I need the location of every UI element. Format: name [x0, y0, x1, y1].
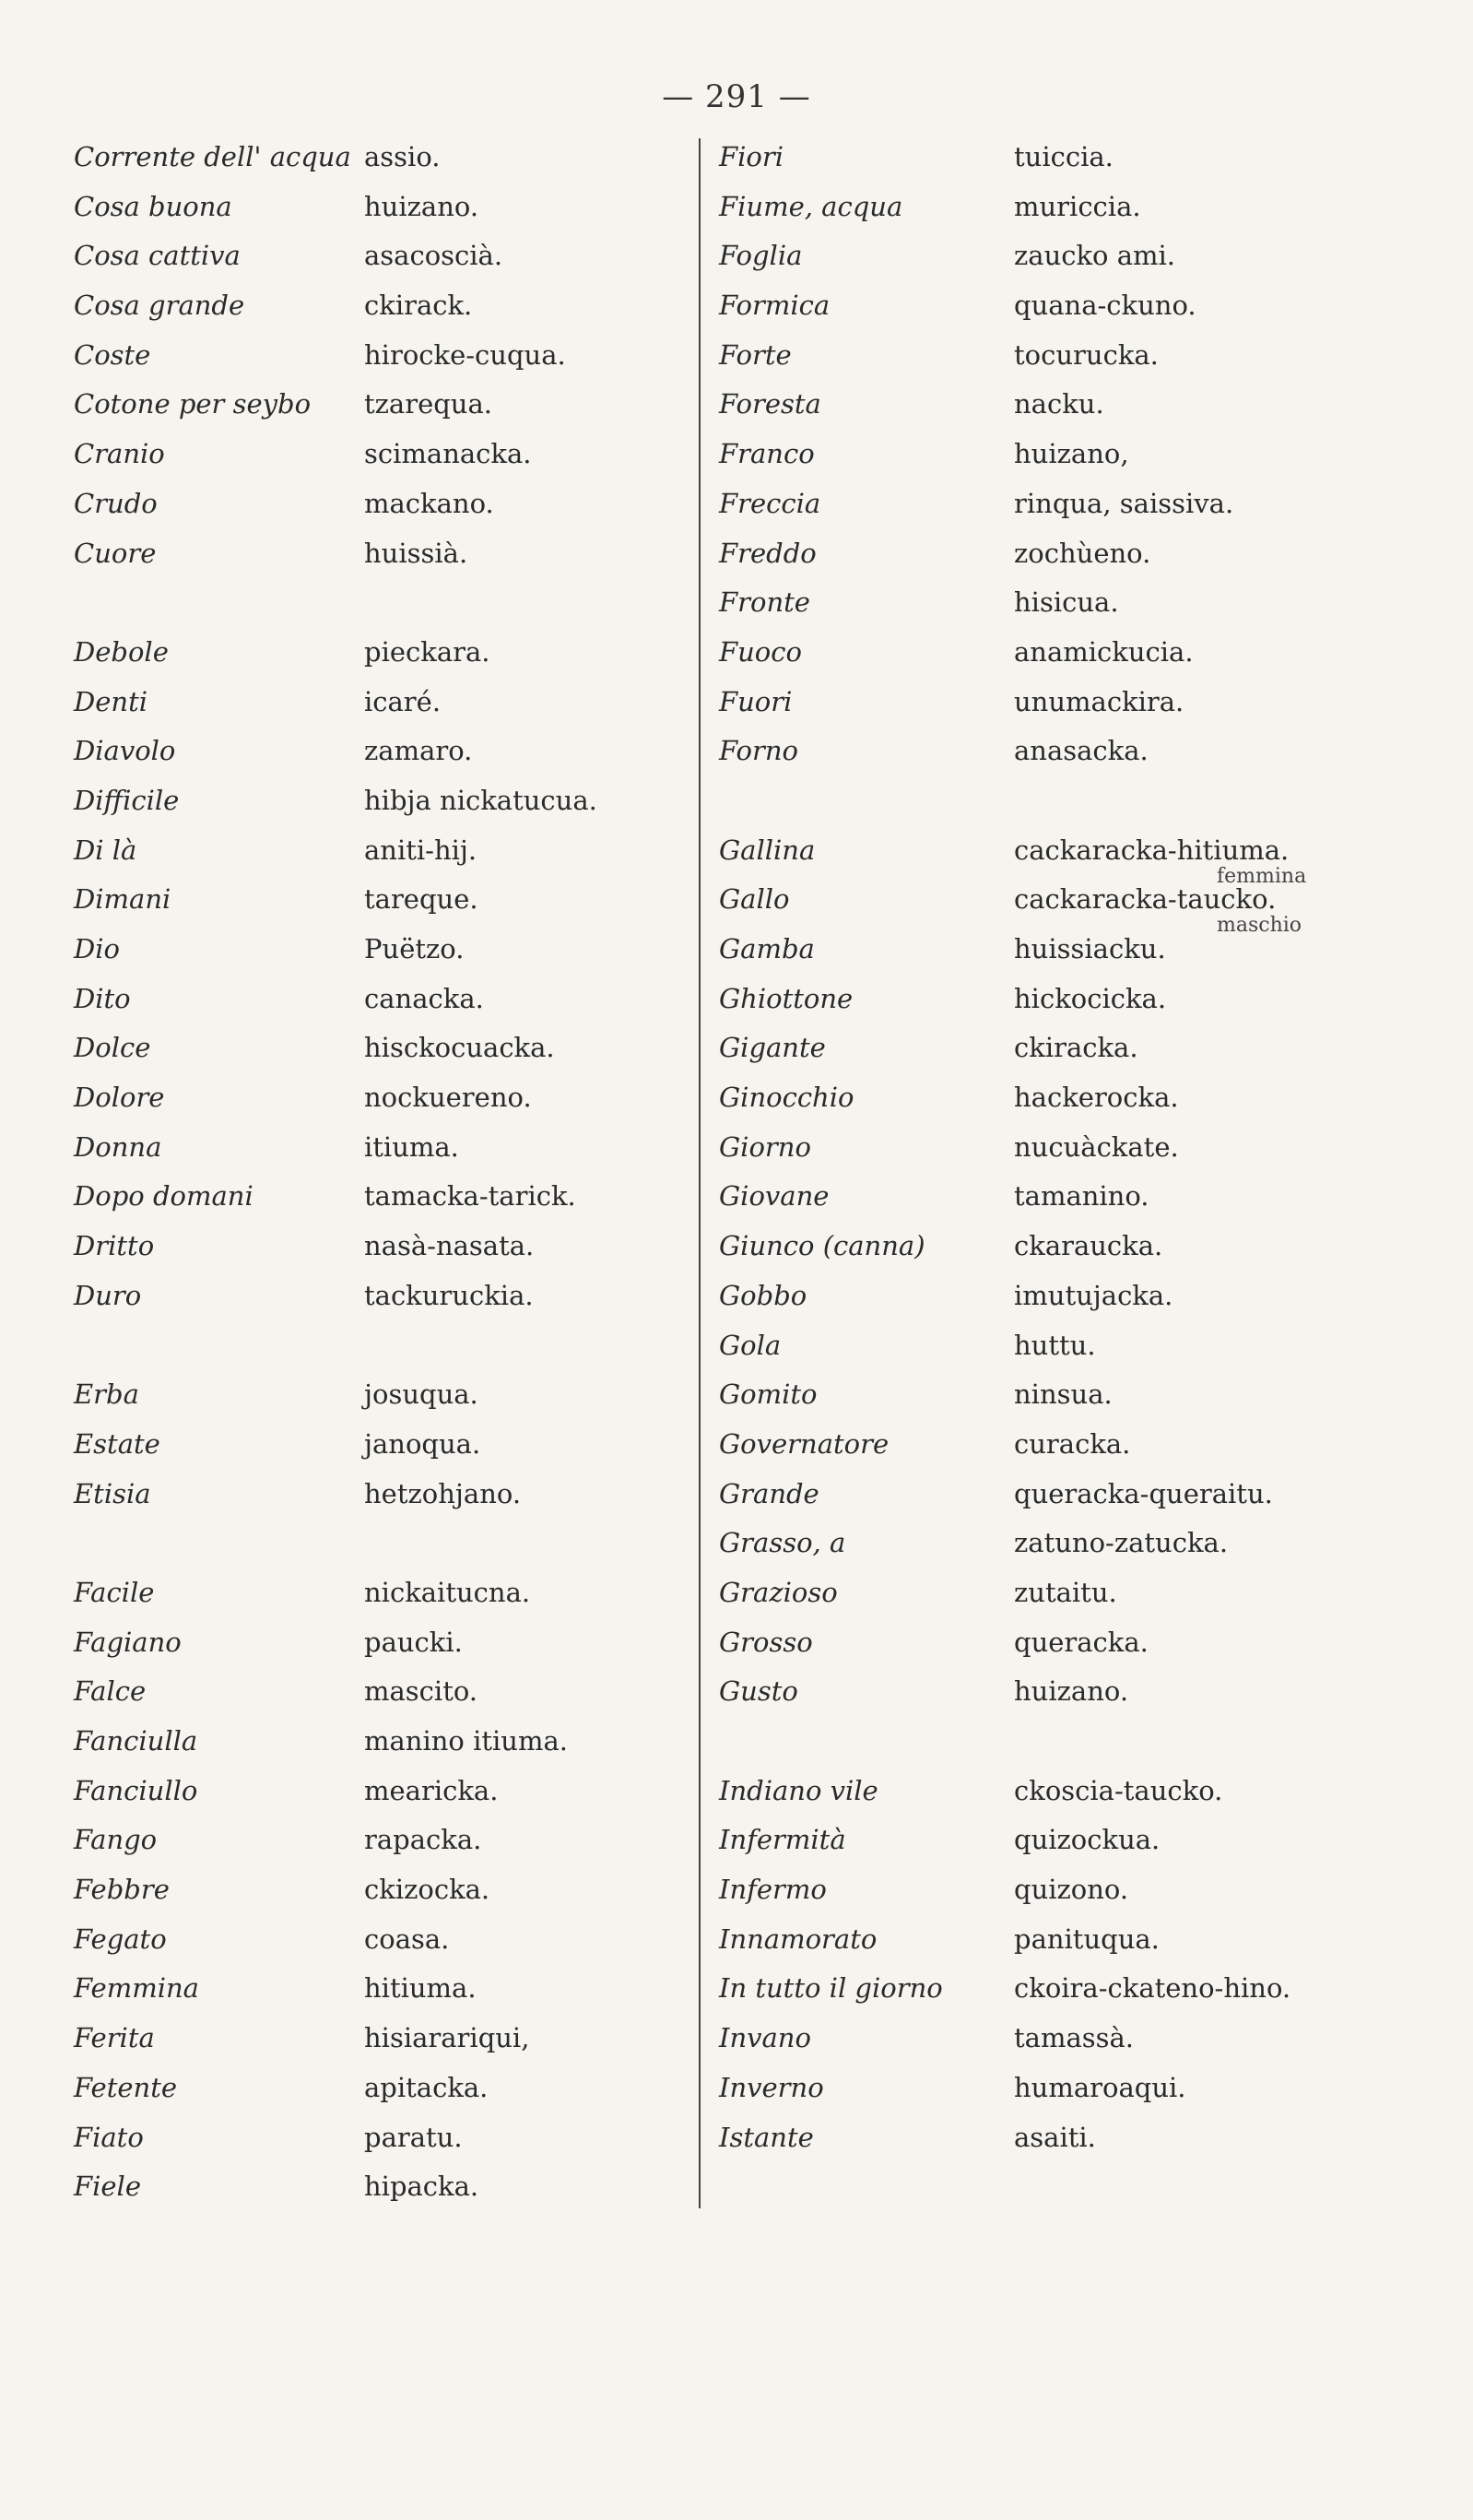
glossary-entry — [74, 287, 664, 337]
section-gap — [74, 584, 664, 633]
translation: quana-ckuno. — [1014, 290, 1196, 322]
translation: ckizocka. — [364, 1874, 490, 1906]
glossary-entry — [701, 1673, 1438, 1722]
translation: hipacka. — [364, 2171, 479, 2203]
glossary-entry — [74, 732, 664, 782]
italian-term: Grande — [719, 1477, 819, 1509]
italian-term: Ginocchio — [719, 1082, 854, 1114]
glossary-entry — [701, 1970, 1438, 2019]
translation: zaucko ami. — [1014, 240, 1176, 272]
translation: huissià. — [364, 537, 468, 569]
glossary-entry — [74, 2019, 664, 2069]
glossary-entry — [701, 1227, 1438, 1277]
glossary-entry — [74, 1970, 664, 2019]
italian-term: Fiori — [719, 141, 784, 172]
translation: tzarequa. — [364, 388, 492, 420]
translation: nasà-nasata. — [364, 1230, 535, 1262]
translation: scimanacka. — [364, 438, 532, 470]
italian-term: Giunco (canna) — [719, 1230, 925, 1262]
italian-term: Freccia — [719, 487, 821, 519]
gender-note: femmina — [1217, 864, 1307, 888]
italian-term: Cotone per seybo — [74, 388, 312, 420]
glossary-entry — [74, 1426, 664, 1475]
glossary-entry — [701, 1624, 1438, 1674]
italian-term: Fiato — [74, 2121, 144, 2153]
italian-term: Infermo — [719, 1874, 827, 1906]
glossary-entry — [701, 1079, 1438, 1129]
italian-term: Gola — [719, 1329, 782, 1361]
glossary-entry — [701, 1426, 1438, 1475]
translation: mascito. — [364, 1675, 478, 1708]
translation: rinqua, saissiva. — [1014, 487, 1234, 519]
italian-term: Denti — [74, 685, 148, 717]
translation: queracka. — [1014, 1626, 1149, 1658]
translation: ckoira-ckateno-hino. — [1014, 1972, 1291, 2005]
translation: ckaraucka. — [1014, 1230, 1163, 1262]
translation: itiuma. — [364, 1130, 459, 1163]
glossary-entry — [701, 1871, 1438, 1921]
glossary-entry — [74, 881, 664, 930]
italian-term: Erba — [74, 1378, 139, 1411]
translation: tamassà. — [1014, 2022, 1135, 2054]
italian-term: Dopo domani — [74, 1180, 253, 1213]
glossary-entry — [74, 683, 664, 733]
italian-term: In tutto il giorno — [719, 1972, 943, 2005]
glossary-entry — [74, 485, 664, 535]
italian-term: Gamba — [719, 933, 815, 964]
italian-term: Governatore — [719, 1427, 890, 1460]
italian-term: Debole — [74, 635, 169, 668]
italian-term: Gusto — [719, 1675, 798, 1708]
translation: hisckocuacka. — [364, 1032, 555, 1064]
italian-term: Cranio — [74, 438, 165, 470]
glossary-entry — [74, 782, 664, 832]
translation: hisiarariqui, — [364, 2022, 530, 2054]
italian-term: Coste — [74, 338, 151, 371]
translation: tocurucka. — [1014, 338, 1159, 371]
glossary-entry — [701, 337, 1438, 386]
translation: mearicka. — [364, 1774, 499, 1806]
translation: canacka. — [364, 982, 484, 1014]
translation: huttu. — [1014, 1329, 1096, 1361]
section-gap — [74, 1524, 664, 1574]
translation: nucuàckate. — [1014, 1130, 1179, 1163]
italian-term: Gallo — [719, 883, 790, 916]
glossary-entry — [701, 2019, 1438, 2069]
section-gap — [701, 1722, 1438, 1772]
italian-term: Dolore — [74, 1082, 165, 1114]
translation: hickocicka. — [1014, 982, 1167, 1014]
italian-term: Di là — [74, 834, 137, 866]
italian-term: Formica — [719, 290, 831, 322]
glossary-entry — [701, 881, 1438, 938]
italian-term: Falce — [74, 1675, 147, 1708]
glossary-entry — [701, 1177, 1438, 1227]
italian-term: Gigante — [719, 1032, 826, 1064]
glossary-entry — [74, 2168, 664, 2218]
page-number: — 291 — — [662, 78, 811, 115]
italian-term: Gomito — [719, 1378, 818, 1411]
glossary-entry — [701, 485, 1438, 535]
translation: tackuruckia. — [364, 1279, 534, 1311]
glossary-entry — [74, 1029, 664, 1079]
translation: unumackira. — [1014, 685, 1184, 717]
glossary-entry — [701, 1821, 1438, 1871]
translation: ninsua. — [1014, 1378, 1113, 1411]
italian-term: Cosa buona — [74, 190, 232, 222]
italian-term: Difficile — [74, 784, 180, 816]
translation: hackerocka. — [1014, 1082, 1179, 1114]
glossary-entry — [701, 930, 1438, 980]
section-gap — [701, 782, 1438, 832]
italian-term: Ghiottone — [719, 982, 854, 1014]
italian-term: Fanciulla — [74, 1725, 198, 1757]
glossary-entry — [701, 1327, 1438, 1377]
translation: hetzohjano. — [364, 1477, 522, 1509]
italian-term: Fango — [74, 1824, 158, 1856]
translation: tareque. — [364, 883, 478, 916]
italian-term: Cosa grande — [74, 290, 245, 322]
glossary-entry — [74, 1227, 664, 1277]
italian-term: Giorno — [719, 1130, 811, 1163]
italian-term: Donna — [74, 1130, 162, 1163]
glossary-entry — [701, 1277, 1438, 1327]
translation: hibja nickatucua. — [364, 784, 597, 816]
translation: huizano. — [1014, 1675, 1129, 1708]
translation: queracka-queraitu. — [1014, 1477, 1273, 1509]
translation: huissiacku. — [1014, 933, 1166, 964]
glossary-entry — [701, 435, 1438, 485]
italian-term: Gobbo — [719, 1279, 807, 1311]
italian-term: Fetente — [74, 2071, 178, 2103]
glossary-entry — [701, 287, 1438, 337]
italian-term: Innamorato — [719, 1923, 878, 1955]
glossary-entry — [74, 1772, 664, 1822]
translation: ckirack. — [364, 290, 473, 322]
italian-term: Fuori — [719, 685, 793, 717]
translation: nacku. — [1014, 388, 1104, 420]
italian-term: Estate — [74, 1427, 160, 1460]
italian-term: Etisia — [74, 1477, 151, 1509]
glossary-entry — [74, 385, 664, 435]
translation: coasa. — [364, 1923, 450, 1955]
italian-term: Freddo — [719, 537, 817, 569]
italian-term: Fanciullo — [74, 1774, 198, 1806]
translation: asaiti. — [1014, 2121, 1096, 2153]
translation: cackaracka-hitiuma. — [1014, 834, 1290, 866]
glossary-entry — [701, 237, 1438, 287]
gender-note: maschio — [1217, 914, 1302, 938]
glossary-entry — [74, 1376, 664, 1426]
italian-term: Gallina — [719, 834, 816, 866]
glossary-entry — [74, 1129, 664, 1178]
glossary-entry — [701, 1475, 1438, 1525]
italian-term: Foresta — [719, 388, 821, 420]
glossary-entry — [74, 337, 664, 386]
translation: pieckara. — [364, 635, 490, 668]
glossary-entry — [74, 633, 664, 683]
section-gap — [74, 1327, 664, 1377]
translation: curacka. — [1014, 1427, 1131, 1460]
italian-term: Fiele — [74, 2171, 141, 2203]
italian-term: Invano — [719, 2022, 811, 2054]
translation: paucki. — [364, 1626, 463, 1658]
glossary-entry — [701, 2119, 1438, 2169]
italian-term: Dito — [74, 982, 131, 1014]
glossary-entry — [74, 1475, 664, 1525]
glossary-entry — [701, 2069, 1438, 2119]
glossary-entry — [74, 1624, 664, 1674]
glossary-entry — [74, 1277, 664, 1327]
italian-term: Inverno — [719, 2071, 824, 2103]
translation: muriccia. — [1014, 190, 1141, 222]
glossary-entry — [74, 237, 664, 287]
right-column — [701, 138, 1438, 2168]
glossary-entry — [74, 1871, 664, 1921]
glossary-entry — [701, 584, 1438, 633]
glossary-entry — [74, 535, 664, 585]
translation: quizono. — [1014, 1874, 1129, 1906]
glossary-entry — [74, 980, 664, 1030]
translation: tamacka-tarick. — [364, 1180, 576, 1213]
translation: icaré. — [364, 685, 442, 717]
translation: zochùeno. — [1014, 537, 1151, 569]
translation: nickaitucna. — [364, 1576, 531, 1608]
glossary-entry — [701, 138, 1438, 188]
italian-term: Facile — [74, 1576, 155, 1608]
glossary-entry — [74, 1821, 664, 1871]
glossary-entry — [74, 832, 664, 881]
glossary-entry — [74, 1673, 664, 1722]
translation: manino itiuma. — [364, 1725, 568, 1757]
glossary-entry — [74, 1574, 664, 1624]
translation: hirocke-cuqua. — [364, 338, 566, 371]
translation: zutaitu. — [1014, 1576, 1117, 1608]
glossary-entry — [74, 1079, 664, 1129]
glossary-entry — [74, 435, 664, 485]
translation: tamanino. — [1014, 1180, 1149, 1213]
glossary-entry — [701, 1376, 1438, 1426]
translation: Puëtzo. — [364, 933, 465, 964]
translation: mackano. — [364, 487, 494, 519]
translation: zatuno-zatucka. — [1014, 1527, 1229, 1559]
italian-term: Fagiano — [74, 1626, 182, 1658]
glossary-entry — [701, 535, 1438, 585]
italian-term: Istante — [719, 2121, 814, 2153]
italian-term: Franco — [719, 438, 815, 470]
italian-term: Femmina — [74, 1972, 199, 2005]
translation: aniti-hij. — [364, 834, 477, 866]
glossary-entry — [701, 832, 1438, 888]
translation: paratu. — [364, 2121, 463, 2153]
glossary-entry — [701, 1921, 1438, 1970]
italian-term: Foglia — [719, 240, 803, 272]
italian-term: Diavolo — [74, 735, 176, 767]
glossary-entry — [701, 732, 1438, 782]
glossary-entry — [701, 385, 1438, 435]
translation: zamaro. — [364, 735, 473, 767]
translation: panituqua. — [1014, 1923, 1160, 1955]
translation: apitacka. — [364, 2071, 489, 2103]
translation: rapacka. — [364, 1824, 482, 1856]
italian-term: Indiano vile — [719, 1774, 878, 1806]
glossary-entry — [74, 1177, 664, 1227]
glossary-entry — [74, 2119, 664, 2169]
italian-term: Forno — [719, 735, 798, 767]
italian-term: Fuoco — [719, 635, 802, 668]
translation: ckiracka. — [1014, 1032, 1138, 1064]
italian-term: Crudo — [74, 487, 158, 519]
translation: asacoscià. — [364, 240, 503, 272]
glossary-entry — [701, 683, 1438, 733]
glossary-entry — [74, 1921, 664, 1970]
translation: huizano. — [364, 190, 479, 222]
translation: ckoscia-taucko. — [1014, 1774, 1223, 1806]
italian-term: Dritto — [74, 1230, 155, 1262]
italian-term: Grosso — [719, 1626, 813, 1658]
italian-term: Febbre — [74, 1874, 170, 1906]
italian-term: Dolce — [74, 1032, 151, 1064]
italian-term: Cosa cattiva — [74, 240, 241, 272]
left-column — [74, 138, 664, 2218]
translation: hitiuma. — [364, 1972, 477, 2005]
italian-term: Dio — [74, 933, 120, 964]
italian-term: Forte — [719, 338, 792, 371]
italian-term: Dimani — [74, 883, 171, 916]
glossary-entry — [74, 930, 664, 980]
translation: huizano, — [1014, 438, 1129, 470]
glossary-entry — [701, 980, 1438, 1030]
glossary-entry — [701, 1772, 1438, 1822]
glossary-entry — [701, 1029, 1438, 1079]
glossary-entry — [701, 1129, 1438, 1178]
glossary-entry — [74, 2069, 664, 2119]
translation: humaroaqui. — [1014, 2071, 1186, 2103]
translation: tuiccia. — [1014, 141, 1114, 172]
glossary-entry — [701, 1574, 1438, 1624]
italian-term: Duro — [74, 1279, 142, 1311]
translation: imutujacka. — [1014, 1279, 1173, 1311]
translation: assio. — [364, 141, 441, 172]
translation: quizockua. — [1014, 1824, 1161, 1856]
italian-term: Grazioso — [719, 1576, 838, 1608]
italian-term: Grasso, a — [719, 1527, 846, 1559]
glossary-entry — [701, 633, 1438, 683]
glossary-entry — [74, 1722, 664, 1772]
italian-term: Fronte — [719, 586, 810, 619]
translation: josuqua. — [364, 1378, 478, 1411]
italian-term: Fegato — [74, 1923, 167, 1955]
translation: hisicua. — [1014, 586, 1119, 619]
italian-term: Cuore — [74, 537, 157, 569]
italian-term: Corrente dell' acqua — [74, 141, 351, 172]
italian-term: Ferita — [74, 2022, 155, 2054]
translation: janoqua. — [364, 1427, 481, 1460]
italian-term: Infermità — [719, 1824, 846, 1856]
translation: anamickucia. — [1014, 635, 1194, 668]
glossary-entry — [74, 138, 664, 188]
translation: anasacka. — [1014, 735, 1149, 767]
glossary-entry — [701, 188, 1438, 238]
translation: cackaracka-taucko. — [1014, 883, 1277, 916]
glossary-entry — [701, 1524, 1438, 1574]
italian-term: Giovane — [719, 1180, 830, 1213]
glossary-entry — [74, 188, 664, 238]
italian-term: Fiume, acqua — [719, 190, 903, 222]
translation: nockuereno. — [364, 1082, 532, 1114]
